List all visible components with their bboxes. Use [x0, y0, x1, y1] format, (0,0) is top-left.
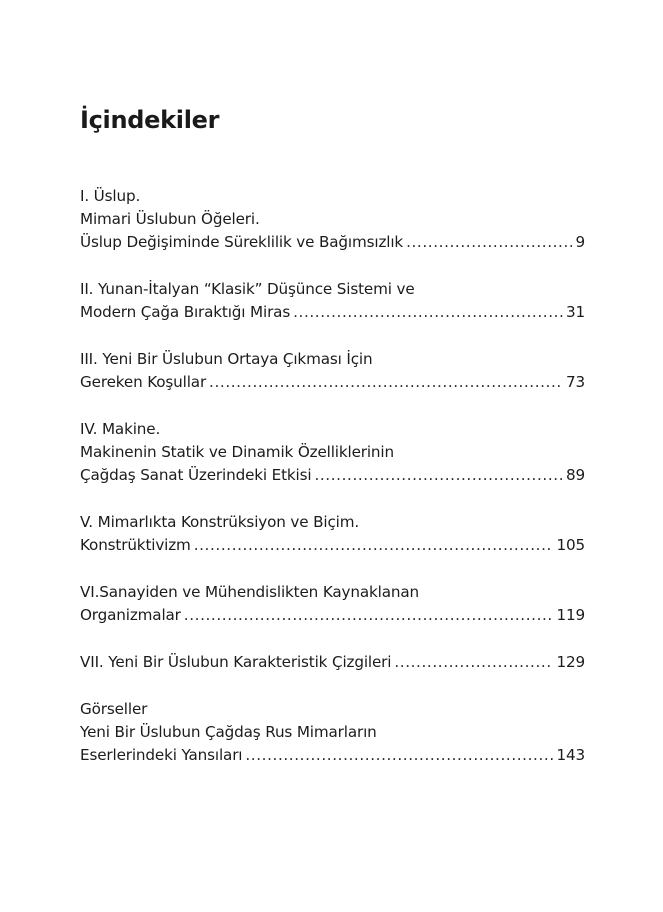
toc-page-number: 73: [565, 373, 585, 391]
toc-page-number: 89: [565, 466, 585, 484]
dot-leader: [184, 604, 554, 627]
dot-leader: [245, 744, 553, 767]
toc-entry-title: Konstrüktivizm: [80, 536, 191, 554]
table-of-contents: [80, 185, 585, 791]
toc-page-number: 119: [556, 606, 585, 624]
toc-entry-title-line: [80, 231, 585, 254]
toc-entry-title-line: [80, 651, 585, 674]
toc-entry-heading-line: Yeni Bir Üslubun Çağdaş Rus Mimarların: [80, 723, 377, 741]
toc-page-number: 143: [556, 746, 585, 764]
toc-entry[interactable]: [80, 348, 585, 394]
toc-entry-title-line: [80, 301, 585, 324]
toc-entry[interactable]: [80, 698, 585, 767]
toc-entry-title: Gereken Koşullar: [80, 373, 207, 391]
toc-entry-title: Organizmalar: [80, 606, 181, 624]
toc-page-number: 9: [575, 233, 585, 251]
dot-leader: [293, 301, 563, 324]
toc-entry-title-line: [80, 744, 585, 767]
dot-leader: [394, 651, 553, 674]
toc-entry[interactable]: [80, 651, 585, 674]
toc-entry-heading-line: V. Mimarlıkta Konstrüksiyon ve Biçim.: [80, 513, 360, 531]
toc-entry[interactable]: [80, 511, 585, 557]
toc-entry-heading-line: Görseller: [80, 700, 148, 718]
toc-entry-heading-line: III. Yeni Bir Üslubun Ortaya Çıkması İçin: [80, 350, 373, 368]
toc-entry-title: Çağdaş Sanat Üzerindeki Etkisi: [80, 466, 312, 484]
toc-entry-title: VII. Yeni Bir Üslubun Karakteristik Çizgileri: [80, 653, 392, 671]
toc-entry-heading-line: VI.Sanayiden ve Mühendislikten Kaynaklanan: [80, 583, 419, 601]
toc-page-number: 129: [556, 653, 585, 671]
toc-entry-heading-line: Mimari Üslubun Öğeleri.: [80, 210, 260, 228]
toc-entry-heading-line: Makinenin Statik ve Dinamik Özelliklerinin: [80, 443, 394, 461]
toc-entry-title: Modern Çağa Bıraktığı Miras: [80, 303, 291, 321]
dot-leader: [209, 371, 563, 394]
page-title: İçindekiler: [80, 106, 220, 134]
toc-entry-title-line: [80, 534, 585, 557]
dot-leader: [314, 464, 563, 487]
toc-entry-heading-line: II. Yunan-İtalyan “Klasik” Düşünce Sistemi ve: [80, 280, 415, 298]
toc-entry[interactable]: [80, 185, 585, 254]
toc-page-number: 105: [556, 536, 585, 554]
dot-leader: [406, 231, 572, 254]
toc-entry-title: Eserlerindeki Yansıları: [80, 746, 243, 764]
toc-entry-title: Üslup Değişiminde Süreklilik ve Bağımsızlık: [80, 233, 404, 251]
toc-entry[interactable]: [80, 278, 585, 324]
toc-page-number: 31: [565, 303, 585, 321]
toc-entry-title-line: [80, 464, 585, 487]
toc-entry-heading-line: IV. Makine.: [80, 420, 161, 438]
toc-entry[interactable]: [80, 418, 585, 487]
toc-entry-title-line: [80, 604, 585, 627]
dot-leader: [194, 534, 554, 557]
toc-entry-title-line: [80, 371, 585, 394]
toc-entry[interactable]: [80, 581, 585, 627]
toc-entry-heading-line: I. Üslup.: [80, 187, 141, 205]
